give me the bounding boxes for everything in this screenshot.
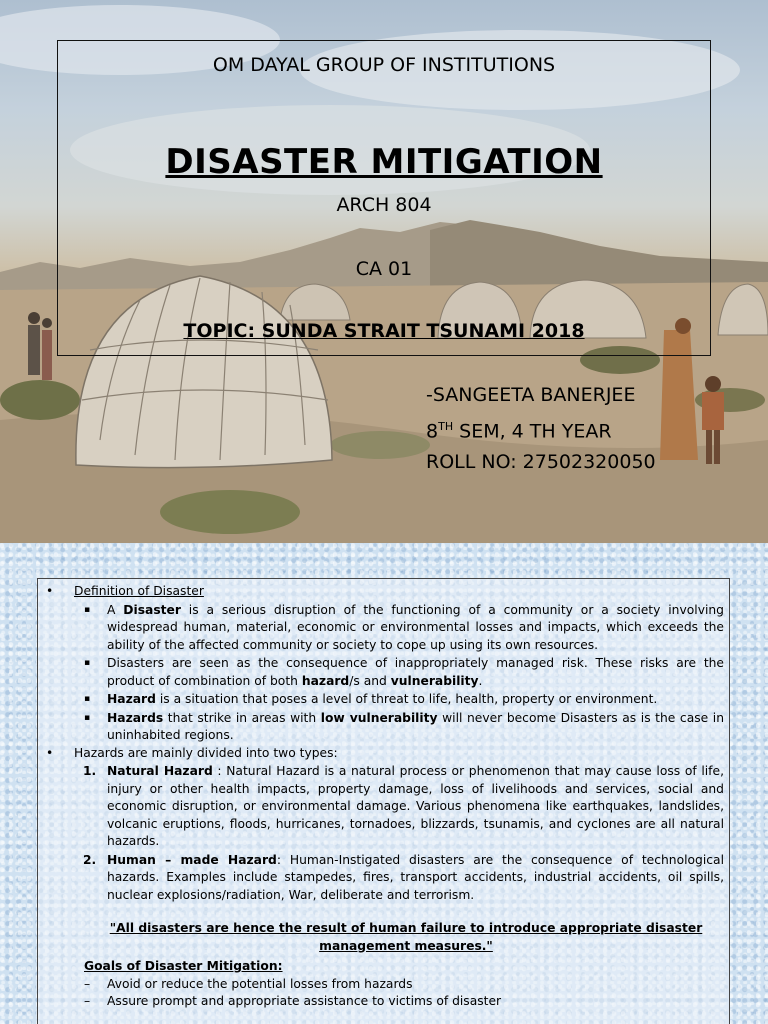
square-bullet-icon: ▪ bbox=[84, 658, 91, 668]
author-name: -SANGEETA BANERJEE bbox=[426, 384, 636, 406]
goal-item: – Assure prompt and appropriate assistance to victims of disaster bbox=[48, 993, 724, 1011]
author-block bbox=[426, 380, 656, 478]
presentation-title: DISASTER MITIGATION bbox=[165, 142, 603, 182]
hazard-type-item: 1. Natural Hazard : Natural Hazard is a natural process or phenomenon that may cause loss of life, injury or other health impacts, property damage, loss of livelihoods and services, social and economic disruption, or environmental damage. Various phenomena like earthquakes, landslides, volcanic eruptions, floods, hurricanes, tornadoes, blizzards, tsunamis, and cyclones are all natural hazards. bbox=[83, 764, 724, 848]
goal-item: – Avoid or reduce the potential losses from hazards bbox=[48, 976, 724, 994]
square-bullet-icon: ▪ bbox=[84, 604, 91, 615]
bullet-icon: • bbox=[46, 745, 54, 760]
types-intro: Hazards are mainly divided into two types: bbox=[74, 745, 338, 760]
dash-bullet-icon: – bbox=[84, 994, 91, 1008]
dash-bullet-icon: – bbox=[84, 976, 91, 991]
goals-heading: Goals of Disaster Mitigation: bbox=[84, 959, 283, 973]
quote: "All disasters are hence the result of human failure to introduce appropriate disaster management measures." bbox=[109, 921, 703, 953]
definition-item: ▪ Disasters are seen as the consequence of inappropriately managed risk. These risks are the product of combination of both hazard/s and vulnerability. bbox=[84, 656, 724, 688]
assessment-label: CA 01 bbox=[355, 258, 413, 280]
definition-heading: Definition of Disaster bbox=[74, 584, 204, 598]
bullet-definition-heading bbox=[48, 583, 724, 601]
institution-name: OM DAYAL GROUP OF INSTITUTIONS bbox=[212, 54, 556, 76]
slide-content bbox=[48, 583, 724, 1011]
roll-number: ROLL NO: 27502320050 bbox=[426, 451, 656, 474]
definition-item: ▪ Hazard is a situation that poses a level of threat to life, health, property or environment. bbox=[48, 691, 724, 709]
definition-slide bbox=[0, 543, 768, 1024]
topic-heading: TOPIC: SUNDA STRAIT TSUNAMI 2018 bbox=[183, 320, 585, 342]
bullet-hazard-types bbox=[48, 745, 724, 763]
definition-item: ▪ A Disaster is a serious disruption of the functioning of a community or a society involving widespread human, material, economic or environmental losses and impacts, which exceeds the ability of the affected community or society to cope up using its own resources. bbox=[84, 602, 724, 652]
hazard-type-item: 2. Human – made Hazard: Human-Instigated disasters are the consequence of technological hazards. Examples include stampedes, fires, transport accidents, industrial accidents, oil spills, nuclear explosions/radiation, War, deliberate and terrorism. bbox=[83, 852, 724, 902]
bullet-icon: • bbox=[46, 584, 54, 598]
square-bullet-icon: ▪ bbox=[84, 694, 91, 704]
semester-line: 8TH SEM, 4 TH YEAR bbox=[426, 420, 612, 443]
square-bullet-icon: ▪ bbox=[84, 712, 91, 723]
definition-item: ▪ Hazards that strike in areas with low vulnerability will never become Disasters as is the case in uninhabited regions. bbox=[84, 710, 724, 742]
course-code: ARCH 804 bbox=[336, 194, 432, 216]
